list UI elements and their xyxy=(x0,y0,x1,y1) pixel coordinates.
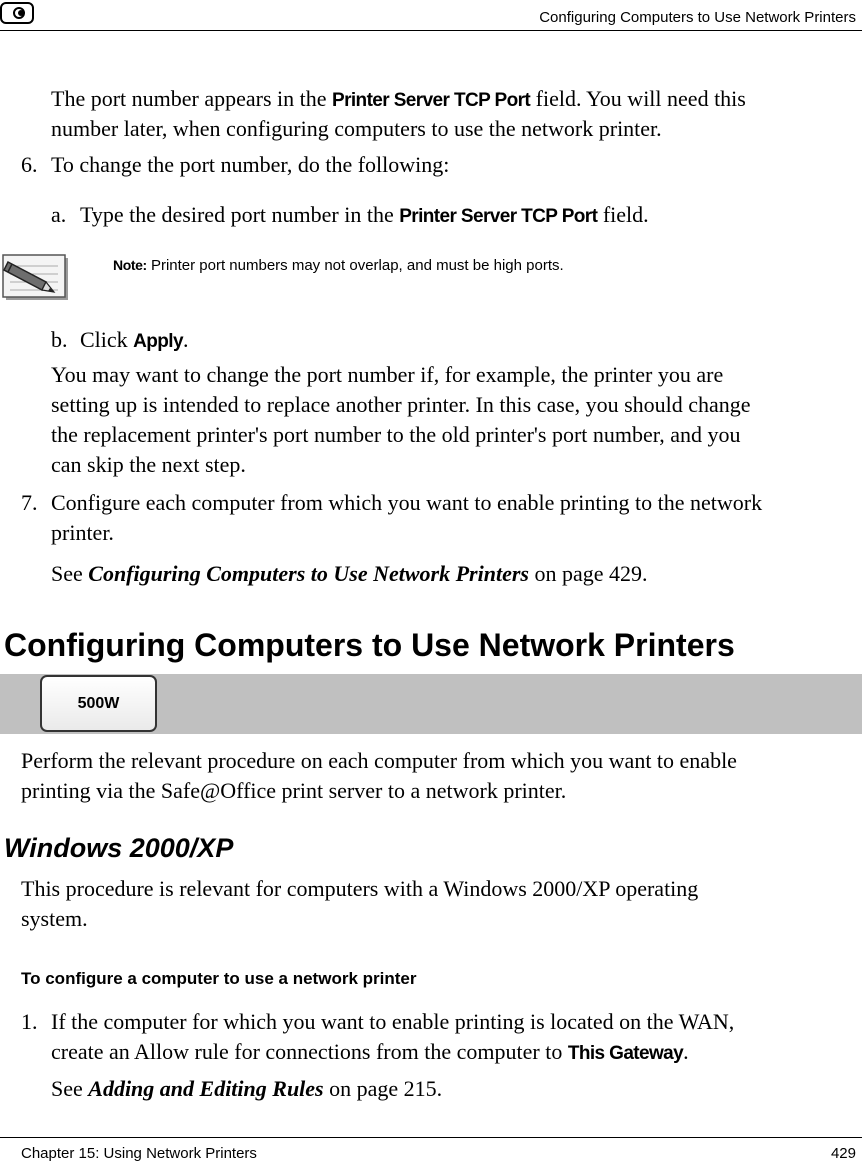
apply-button-reference: Apply xyxy=(133,331,183,352)
step-1-line-1: If the computer for which you want to enable printing is located on the WAN, xyxy=(51,1009,735,1034)
step-7-line-2: printer. xyxy=(51,520,114,545)
field-name-printer-server-tcp-port: Printer Server TCP Port xyxy=(399,206,598,227)
subsection-paragraph-line: system. xyxy=(21,906,88,931)
step-6b-text-part: Click xyxy=(80,327,134,352)
paragraph-line: the replacement printer's port number to the old printer's port number, and you xyxy=(51,422,741,447)
section-paragraph-line: Perform the relevant procedure on each computer from which you want to enable xyxy=(21,748,737,773)
intro-text: The port number appears in the xyxy=(51,86,333,111)
step-6a-letter: a. xyxy=(51,202,67,227)
step-1-number: 1. xyxy=(21,1009,38,1034)
field-name-printer-server-tcp-port: Printer Server TCP Port xyxy=(332,90,531,111)
this-gateway-reference: This Gateway xyxy=(567,1043,684,1064)
procedure-heading: To configure a computer to use a network printer xyxy=(21,969,417,988)
subsection-paragraph-line: This procedure is relevant for computers with a Windows 2000/XP operating xyxy=(21,876,699,901)
step-1-text-part: . xyxy=(683,1039,689,1064)
step-6a-text xyxy=(80,200,649,232)
see-suffix: on page 429. xyxy=(528,561,648,586)
see-prefix: See xyxy=(51,561,89,586)
footer-chapter: Chapter 15: Using Network Printers xyxy=(21,1145,257,1162)
intro-line-2: number later, when configuring computers to use the network printer. xyxy=(51,116,662,141)
section-heading: Configuring Computers to Use Network Printers xyxy=(4,627,735,663)
running-header-title: Configuring Computers to Use Network Printers xyxy=(539,9,856,26)
cross-reference-link[interactable]: Configuring Computers to Use Network Printers xyxy=(88,561,529,586)
footer-divider xyxy=(0,1137,862,1138)
footer-page-number: 429 xyxy=(830,1145,856,1162)
note-label: Note: xyxy=(113,257,147,273)
step-6-number: 6. xyxy=(21,152,38,177)
intro-text: field. You will need this xyxy=(530,86,746,111)
step-7-see-also xyxy=(51,559,647,589)
subsection-heading: Windows 2000/XP xyxy=(4,833,234,863)
note-text xyxy=(113,257,564,274)
step-6a-text-part: field. xyxy=(597,202,649,227)
logo-dot xyxy=(18,10,24,16)
paragraph-line: You may want to change the port number if, for example, the printer you are xyxy=(51,362,724,387)
step-7-number: 7. xyxy=(21,490,38,515)
paragraph-line: setting up is intended to replace another printer. In this case, you should change xyxy=(51,392,751,417)
cross-reference-link[interactable]: Adding and Editing Rules xyxy=(88,1076,324,1101)
note-pencil-icon xyxy=(2,252,70,302)
safe-at-office-logo-icon xyxy=(0,2,34,24)
step-6-text: To change the port number, do the following: xyxy=(51,152,450,177)
paragraph-line: can skip the next step. xyxy=(51,452,246,477)
step-1-see-also xyxy=(51,1074,442,1104)
model-badge-500w: 500W xyxy=(40,675,157,732)
step-6b-letter: b. xyxy=(51,327,68,352)
step-6b-text xyxy=(80,325,188,357)
step-1-text-part: create an Allow rule for connections from the computer to xyxy=(51,1039,568,1064)
section-paragraph-line: printing via the Safe@Office print server to a network printer. xyxy=(21,778,567,803)
header-divider xyxy=(0,30,862,31)
note-body: Printer port numbers may not overlap, and must be high ports. xyxy=(146,257,564,274)
see-prefix: See xyxy=(51,1076,89,1101)
intro-line-1 xyxy=(51,84,746,116)
step-7-line-1: Configure each computer from which you want to enable printing to the network xyxy=(51,490,763,515)
step-6b-text-part: . xyxy=(182,327,189,352)
step-6a-text-part: Type the desired port number in the xyxy=(80,202,400,227)
step-1-line-2 xyxy=(51,1037,689,1069)
see-suffix: on page 215. xyxy=(323,1076,443,1101)
